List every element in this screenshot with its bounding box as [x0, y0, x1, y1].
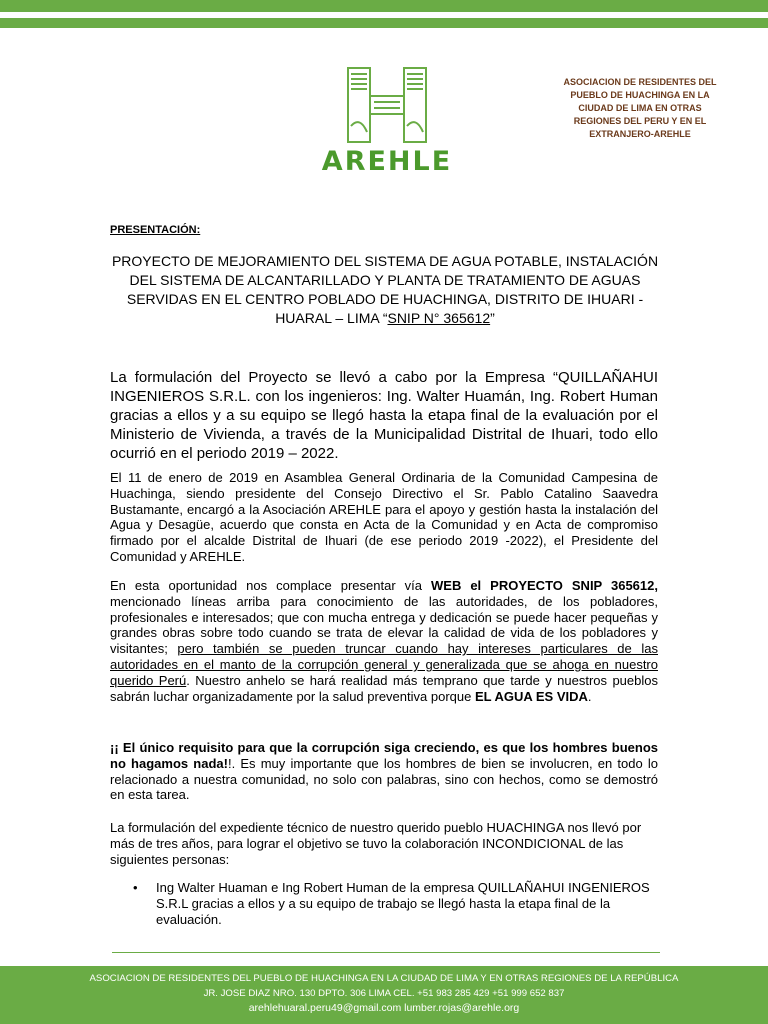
p3-text: mencionado líneas arriba para conocimiento de las autoridades, de los pobladores, profesionales e interesados; que con mucha entrega y dedicación se puede hacer pequeñas y grandes obras sobre todo cuando se trata de elevar la calidad de vida de los pobladores y visitantes; [110, 593, 658, 657]
org-line: EXTRANJERO-AREHLE [589, 129, 691, 139]
org-line: CIUDAD DE LIMA EN OTRAS [578, 103, 702, 113]
footer-divider [112, 952, 660, 953]
p4-text: !. Es muy importante que los hombres de bien se involucren, en todo lo relacionado a nuestra comunidad, no solo con palabras, sino con hechos, como se demostró en esta tarea. [110, 755, 658, 803]
assembly-paragraph: El 11 de enero de 2019 en Asamblea General Ordinaria de la Comunidad Campesina de Huachinga, siendo presidente del Consejo Directivo el Sr. Pablo Catalino Saavedra Bustamante, encargó a la Asociación AREHLE para el apoyo y gestión hasta la instalación del Agua y Desagüe, acuerdo que consta en Acta de la Comunidad y en Acta de compromiso firmado por el alcalde Distrital de Ihuari (de ese periodo 2019 -2022), el Presidente del Comunidad y AREHLE. [110, 470, 658, 564]
p3-slogan: EL AGUA ES VIDA [474, 688, 588, 704]
logo-wordmark: AREHLE [321, 146, 453, 177]
project-title-text: PROYECTO DE MEJORAMIENTO DEL SISTEMA DE AGUA POTABLE, INSTALACIÓN DEL SISTEMA DE ALCANTARILLADO Y PLANTA DE TRATAMIENTO DE AGUAS SERVIDAS EN EL CENTRO POBLADO DE HUACHINGA, DISTRITO DE IHUARI - HUARAL – LIMA “ [111, 253, 659, 326]
presentation-paragraph [110, 578, 658, 704]
list-item-text: Ing Walter Huaman e Ing Robert Human de la empresa QUILLAÑAHUI INGENIEROS S.R.L gracias a ellos y a su equipo de trabajo se llegó hasta la etapa final de la evaluación. [156, 880, 650, 927]
header-top-bar [0, 0, 768, 12]
snip-number: SNIP N° 365612 [387, 310, 491, 326]
bullet-icon: • [133, 880, 138, 895]
p4-bold: ¡¡ El único requisito para que la corrupción siga creciendo, es que los hombres buenos no hagamos nada! [110, 740, 658, 771]
footer-address: JR. JOSE DIAZ NRO. 130 DPTO. 306 LIMA CEL. +51 983 285 429 +51 999 652 837 [203, 988, 565, 999]
p3-text: En esta oportunidad nos complace presentar vía [110, 578, 431, 593]
p3-bold: WEB el PROYECTO SNIP 365612, [431, 578, 658, 593]
corruption-paragraph [110, 740, 658, 803]
footer [0, 966, 768, 1024]
p3-text: . Nuestro anhelo se hará realidad más temprano que tarde y nuestros pueblos sabrán luchar organizadamente por la salud preventiva porque [110, 672, 658, 704]
org-line: PUEBLO DE HUACHINGA EN LA [570, 90, 710, 100]
p3-text: . [587, 688, 592, 704]
header-secondary-bar [0, 18, 768, 28]
project-title-close: ” [490, 310, 495, 326]
list-item [130, 880, 650, 928]
arehle-logo [318, 66, 456, 178]
project-title [110, 252, 660, 328]
org-line: REGIONES DEL PERU Y EN EL [573, 116, 707, 126]
footer-emails: arehlehuaral.peru49@gmail.com lumber.rojas@arehle.org [248, 1002, 520, 1014]
collaboration-paragraph: La formulación del expediente técnico de nuestro querido pueblo HUACHINGA nos llevó por más de tres años, para lograr el objetivo se tuvo la colaboración INCONDICIONAL de las siguientes personas: [110, 820, 642, 867]
footer-org-name: ASOCIACION DE RESIDENTES DEL PUEBLO DE HUACHINGA EN LA CIUDAD DE LIMA Y EN OTRAS REGIONES DE LA REPÚBLICA [89, 973, 679, 984]
arehle-logo-emblem [346, 66, 428, 144]
org-line: ASOCIACION DE RESIDENTES DEL [563, 77, 717, 87]
section-heading: PRESENTACIÓN: [110, 224, 201, 236]
intro-paragraph: La formulación del Proyecto se llevó a cabo por la Empresa “QUILLAÑAHUI INGENIEROS S.R.L. con los ingenieros: Ing. Walter Huamán, Ing. Robert Human gracias a ellos y a su equipo se llegó hasta la etapa final de la evaluación por el Ministerio de Vivienda, a través de la Municipalidad Distrital de Ihuari, todo ello ocurrió en el periodo 2019 – 2022. [110, 369, 658, 462]
p3-underlined: pero también se pueden truncar cuando hay intereses particulares de las autoridades en el manto de la corrupción general y generalizada que se ahoga en nuestro querido Perú [110, 641, 658, 688]
organization-name [560, 76, 720, 141]
collaborator-list [130, 880, 650, 928]
